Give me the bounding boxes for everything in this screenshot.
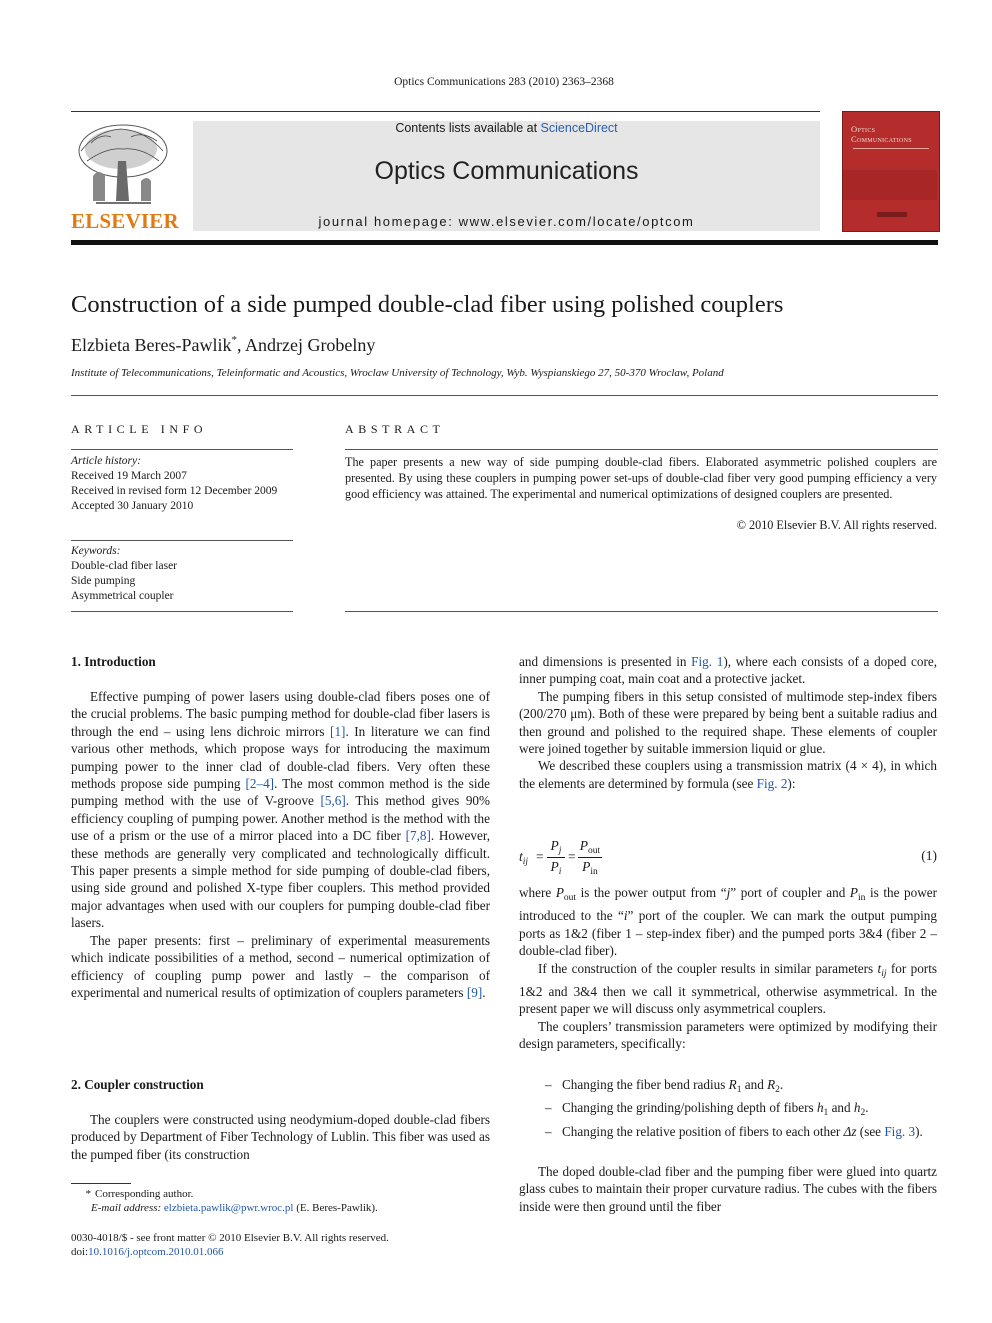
text: . In literature we can find various other methods, which propose ways for introducing the maximum pumping power to the inner clad of double-clad fibers. Very often these methods propose side pumping xyxy=(71,723,490,792)
dash-marker: – xyxy=(545,1100,552,1116)
text: Changing the relative position of fibers to each other xyxy=(562,1123,844,1139)
text: . xyxy=(779,1077,784,1092)
dash-marker: – xyxy=(545,1123,552,1139)
equals-sign: = xyxy=(568,849,576,864)
text: where xyxy=(519,885,556,900)
text: for ports 1&2 and 3&4 then we call it symmetrical, otherwise asymmetrical. In the present paper we will discuss only asymmetrical couplers. xyxy=(519,960,937,1017)
email-owner: (E. Beres-Pawlik). xyxy=(293,1202,378,1214)
text: Changing the fiber bend radius xyxy=(562,1077,729,1092)
reference-link[interactable]: [2–4] xyxy=(245,776,275,792)
corresponding-footnote xyxy=(71,1187,193,1201)
email-label: E-mail address: xyxy=(91,1202,164,1214)
list-item xyxy=(519,1076,937,1099)
history-label: Article history: xyxy=(71,455,141,467)
math-symbol: h xyxy=(853,1100,861,1116)
keywords-label: Keywords: xyxy=(71,545,121,557)
list-item xyxy=(519,1099,937,1122)
right-column-bottom xyxy=(519,1163,937,1215)
header-rule xyxy=(71,111,820,112)
sciencedirect-link[interactable]: ScienceDirect xyxy=(540,121,618,135)
affiliation: Institute of Telecommunications, Teleinformatic and Acoustics, Wroclaw University of Technology, Wyb. Wyspianskiego 27, 50-370 Wroclaw, Poland xyxy=(71,367,724,379)
math-subscript: 2 xyxy=(775,1085,780,1095)
header-thick-rule xyxy=(71,240,938,245)
eq-symbol: P xyxy=(550,859,559,874)
math-subscript: 1 xyxy=(823,1108,829,1119)
article-info-rule xyxy=(71,449,293,450)
right-column-top xyxy=(519,653,937,792)
eq-subscript: i xyxy=(558,867,562,877)
text: . This method gives 90% efficiency coupling of pumping power. Another method is the method with the use of a prism or the use of a mirror placed into a DC fiber xyxy=(71,793,490,844)
eq-symbol: t xyxy=(519,849,523,864)
article-info-end-rule xyxy=(71,611,293,612)
coupler-construction-body xyxy=(71,1111,490,1163)
abstract-rule xyxy=(345,449,938,450)
text: If the construction of the coupler results in similar parameters xyxy=(538,960,878,976)
journal-homepage[interactable]: journal homepage: www.elsevier.com/locate/optcom xyxy=(318,214,695,229)
journal-title: Optics Communications xyxy=(374,157,639,185)
math-subscript: 2 xyxy=(860,1108,866,1119)
cover-publisher-mark xyxy=(877,212,907,217)
text: is the power introduced to the “ xyxy=(519,885,937,924)
text: We described these couplers using a transmission matrix (4 × 4), in which the elements are determined by formula (see xyxy=(519,758,937,791)
equation-number: (1) xyxy=(921,848,937,863)
doi-line xyxy=(71,1245,223,1259)
figure-link[interactable]: Fig. 1 xyxy=(691,654,724,669)
keyword: Double-clad fiber laser xyxy=(71,560,178,572)
math-subscript: out xyxy=(563,893,577,903)
reference-link[interactable]: [7,8] xyxy=(405,828,431,844)
contents-prefix: Contents lists available at xyxy=(395,121,541,135)
footnote-text: Corresponding author. xyxy=(95,1188,194,1200)
math-symbol: R xyxy=(767,1077,776,1092)
received-date: Received 19 March 2007 xyxy=(71,470,187,482)
journal-header-box xyxy=(193,121,820,231)
article-info-heading: ARTICLE INFO xyxy=(71,422,208,436)
text: ” port of the coupler. We can mark the output pumping ports as 1&2 (fiber 1 – step-index fiber) and the pumped ports 3&4 (fiber 2 – double-clad fiber). xyxy=(519,908,937,959)
cover-title xyxy=(851,124,935,144)
reference-link[interactable]: [1] xyxy=(330,723,346,739)
eq-symbol: P xyxy=(582,859,591,874)
doi-link[interactable]: 10.1016/j.optcom.2010.01.066 xyxy=(88,1246,224,1258)
doi-label: doi: xyxy=(71,1246,89,1258)
corresponding-mark[interactable]: * xyxy=(231,334,237,346)
eq-numerator xyxy=(578,838,602,856)
text: . xyxy=(865,1100,869,1116)
equation-1 xyxy=(519,840,937,878)
text: ), where each consists of a doped core, inner pumping coat, main coat and a protective jacket. xyxy=(519,654,937,687)
math-symbol: h xyxy=(816,1100,824,1116)
section-heading-introduction: 1. Introduction xyxy=(71,654,156,669)
keywords xyxy=(71,544,177,604)
figure-link[interactable]: Fig. 2 xyxy=(756,775,788,791)
introduction-body xyxy=(71,688,490,1001)
math-symbol: P xyxy=(849,885,858,900)
text: Changing the grinding/polishing depth of fibers xyxy=(562,1100,817,1116)
math-symbol: i xyxy=(623,908,628,924)
author-list xyxy=(71,335,375,356)
math-symbol: j xyxy=(726,885,731,900)
math-symbol: Δz xyxy=(843,1123,857,1139)
section-heading-coupler-construction: 2. Coupler construction xyxy=(71,1077,204,1092)
cover-title-line2: Communications xyxy=(851,134,912,144)
article-history xyxy=(71,454,277,514)
cover-band xyxy=(843,170,937,200)
paragraph: The pumping fibers in this setup consisted of multimode step-index fibers (200/270 μm). Both of these were prepared by being bent a suitable radius and then ground and polished to the required shape. These elements of coupler were joined together by suitable immersion liquid or glue. xyxy=(519,688,937,757)
text: ” port of coupler and xyxy=(730,885,850,900)
math-symbol: R xyxy=(728,1077,737,1092)
author-separator: , xyxy=(236,335,245,355)
author-name[interactable]: Andrzej Grobelny xyxy=(244,335,376,355)
keyword: Asymmetrical coupler xyxy=(71,590,174,602)
equals-sign: = xyxy=(536,849,544,864)
design-parameter-list xyxy=(519,1076,937,1140)
fraction-bar xyxy=(578,857,602,858)
abstract-end-rule xyxy=(345,611,938,612)
title-rule xyxy=(71,395,938,396)
text: (see xyxy=(856,1123,885,1139)
reference-link[interactable]: [9] xyxy=(466,984,483,1000)
paper-title: Construction of a side pumped double-clad fiber using polished couplers xyxy=(71,291,784,318)
eq-subscript: j xyxy=(558,846,562,856)
publisher-wordmark: ELSEVIER xyxy=(71,209,179,233)
paragraph: The couplers’ transmission parameters were optimized by modifying their design parameters, specifically: xyxy=(519,1018,937,1052)
eq-symbol: P xyxy=(579,838,589,853)
paragraph: The doped double-clad fiber and the pumping fiber were glued into quartz glass cubes to maintain their proper curvature radius. The cubes with the fibers inside were then ground until the fiber xyxy=(519,1164,937,1214)
math-symbol: t xyxy=(877,960,882,976)
text: The paper presents: first – preliminary of experimental measurements which indicate possibilities of a method, second – numerical optimization of efficiency of coupling pump power and lastly – the comparison of experimental and numerical results of optimization of couplers parameters xyxy=(71,932,490,1000)
reference-link[interactable]: [5,6] xyxy=(320,793,346,809)
paragraph xyxy=(519,653,937,688)
paragraph xyxy=(71,688,490,932)
eq-subscript: ij xyxy=(522,857,529,867)
journal-citation: Optics Communications 283 (2010) 2363–2368 xyxy=(394,76,614,88)
abstract-text: The paper presents a new way of side pumping double-clad fibers. Elaborated asymmetric polished couplers are presented. By using these couplers in pumping power set-ups of double-clad fiber very good pumping efficiency a very good efficiency was attained. The experimental and numerical optimizations of designed couplers are presented. xyxy=(345,455,937,502)
text: and xyxy=(741,1077,768,1092)
eq-subscript: in xyxy=(590,867,598,877)
cover-title-line1: Optics xyxy=(851,124,876,134)
math-subscript: 1 xyxy=(736,1085,742,1095)
footnote-rule xyxy=(71,1183,131,1184)
list-item xyxy=(519,1123,937,1140)
eq-denominator xyxy=(547,859,565,877)
text: is the power output from “ xyxy=(576,885,727,900)
eq-denominator xyxy=(578,859,602,877)
paragraph xyxy=(71,932,490,1002)
math-symbol: P xyxy=(555,885,564,900)
journal-cover-thumbnail xyxy=(842,111,940,232)
email-link[interactable]: elzbieta.pawlik@pwr.wroc.pl xyxy=(163,1202,294,1214)
paragraph xyxy=(519,757,937,792)
text: . However, these methods are generally very complicated and technologically difficult. This paper presents a simple method for side pumping of double-clad fibers, using side ground and polished X-type fiber couplers. This method provided major advantages when used with our couplers for pumping double-clad fiber lasers. xyxy=(71,828,491,931)
abstract-heading: ABSTRACT xyxy=(345,422,445,436)
math-subscript: ij xyxy=(881,968,887,979)
text: and dimensions is presented in xyxy=(519,654,692,669)
text: Effective pumping of power lasers using double-clad fibers poses one of the crucial problems. The basic pumping method for double-clad fiber lasers is through the end – using lens dichroic mirrors xyxy=(71,689,490,739)
copyright-notice: © 2010 Elsevier B.V. All rights reserved. xyxy=(736,518,937,532)
contents-line xyxy=(193,121,820,135)
keywords-rule xyxy=(71,540,293,541)
revised-date: Received in revised form 12 December 2009 xyxy=(71,485,278,497)
text: and xyxy=(828,1100,854,1116)
dash-marker: – xyxy=(545,1077,552,1092)
eq-symbol: P xyxy=(550,838,559,853)
footnote-mark: * xyxy=(85,1188,91,1200)
author-name[interactable]: Elzbieta Beres-Pawlik xyxy=(71,335,232,355)
keyword: Side pumping xyxy=(71,575,136,587)
text: ). xyxy=(915,1123,923,1139)
paragraph: The couplers were constructed using neodymium-doped double-clad fibers produced by Department of Fiber Technology of Lublin. This fiber was used as the pumped fiber (its construction xyxy=(71,1112,490,1162)
paragraph xyxy=(519,960,937,1018)
cover-rule xyxy=(853,148,929,149)
text: . The most common method is the side pumping method with the use of V-groove xyxy=(71,776,490,809)
eq-subscript: out xyxy=(588,846,601,856)
issn-line: 0030-4018/$ - see front matter © 2010 Elsevier B.V. All rights reserved. xyxy=(71,1232,389,1244)
accepted-date: Accepted 30 January 2010 xyxy=(71,500,194,512)
math-subscript: in xyxy=(857,893,866,903)
text: . xyxy=(482,984,486,1000)
figure-link[interactable]: Fig. 3 xyxy=(884,1123,916,1139)
paragraph xyxy=(519,884,937,960)
right-column-middle xyxy=(519,884,937,1053)
email-footnote xyxy=(91,1201,378,1215)
fraction-bar xyxy=(547,857,565,858)
text: ): xyxy=(787,775,796,791)
eq-lhs xyxy=(519,849,528,867)
eq-numerator xyxy=(547,838,565,856)
